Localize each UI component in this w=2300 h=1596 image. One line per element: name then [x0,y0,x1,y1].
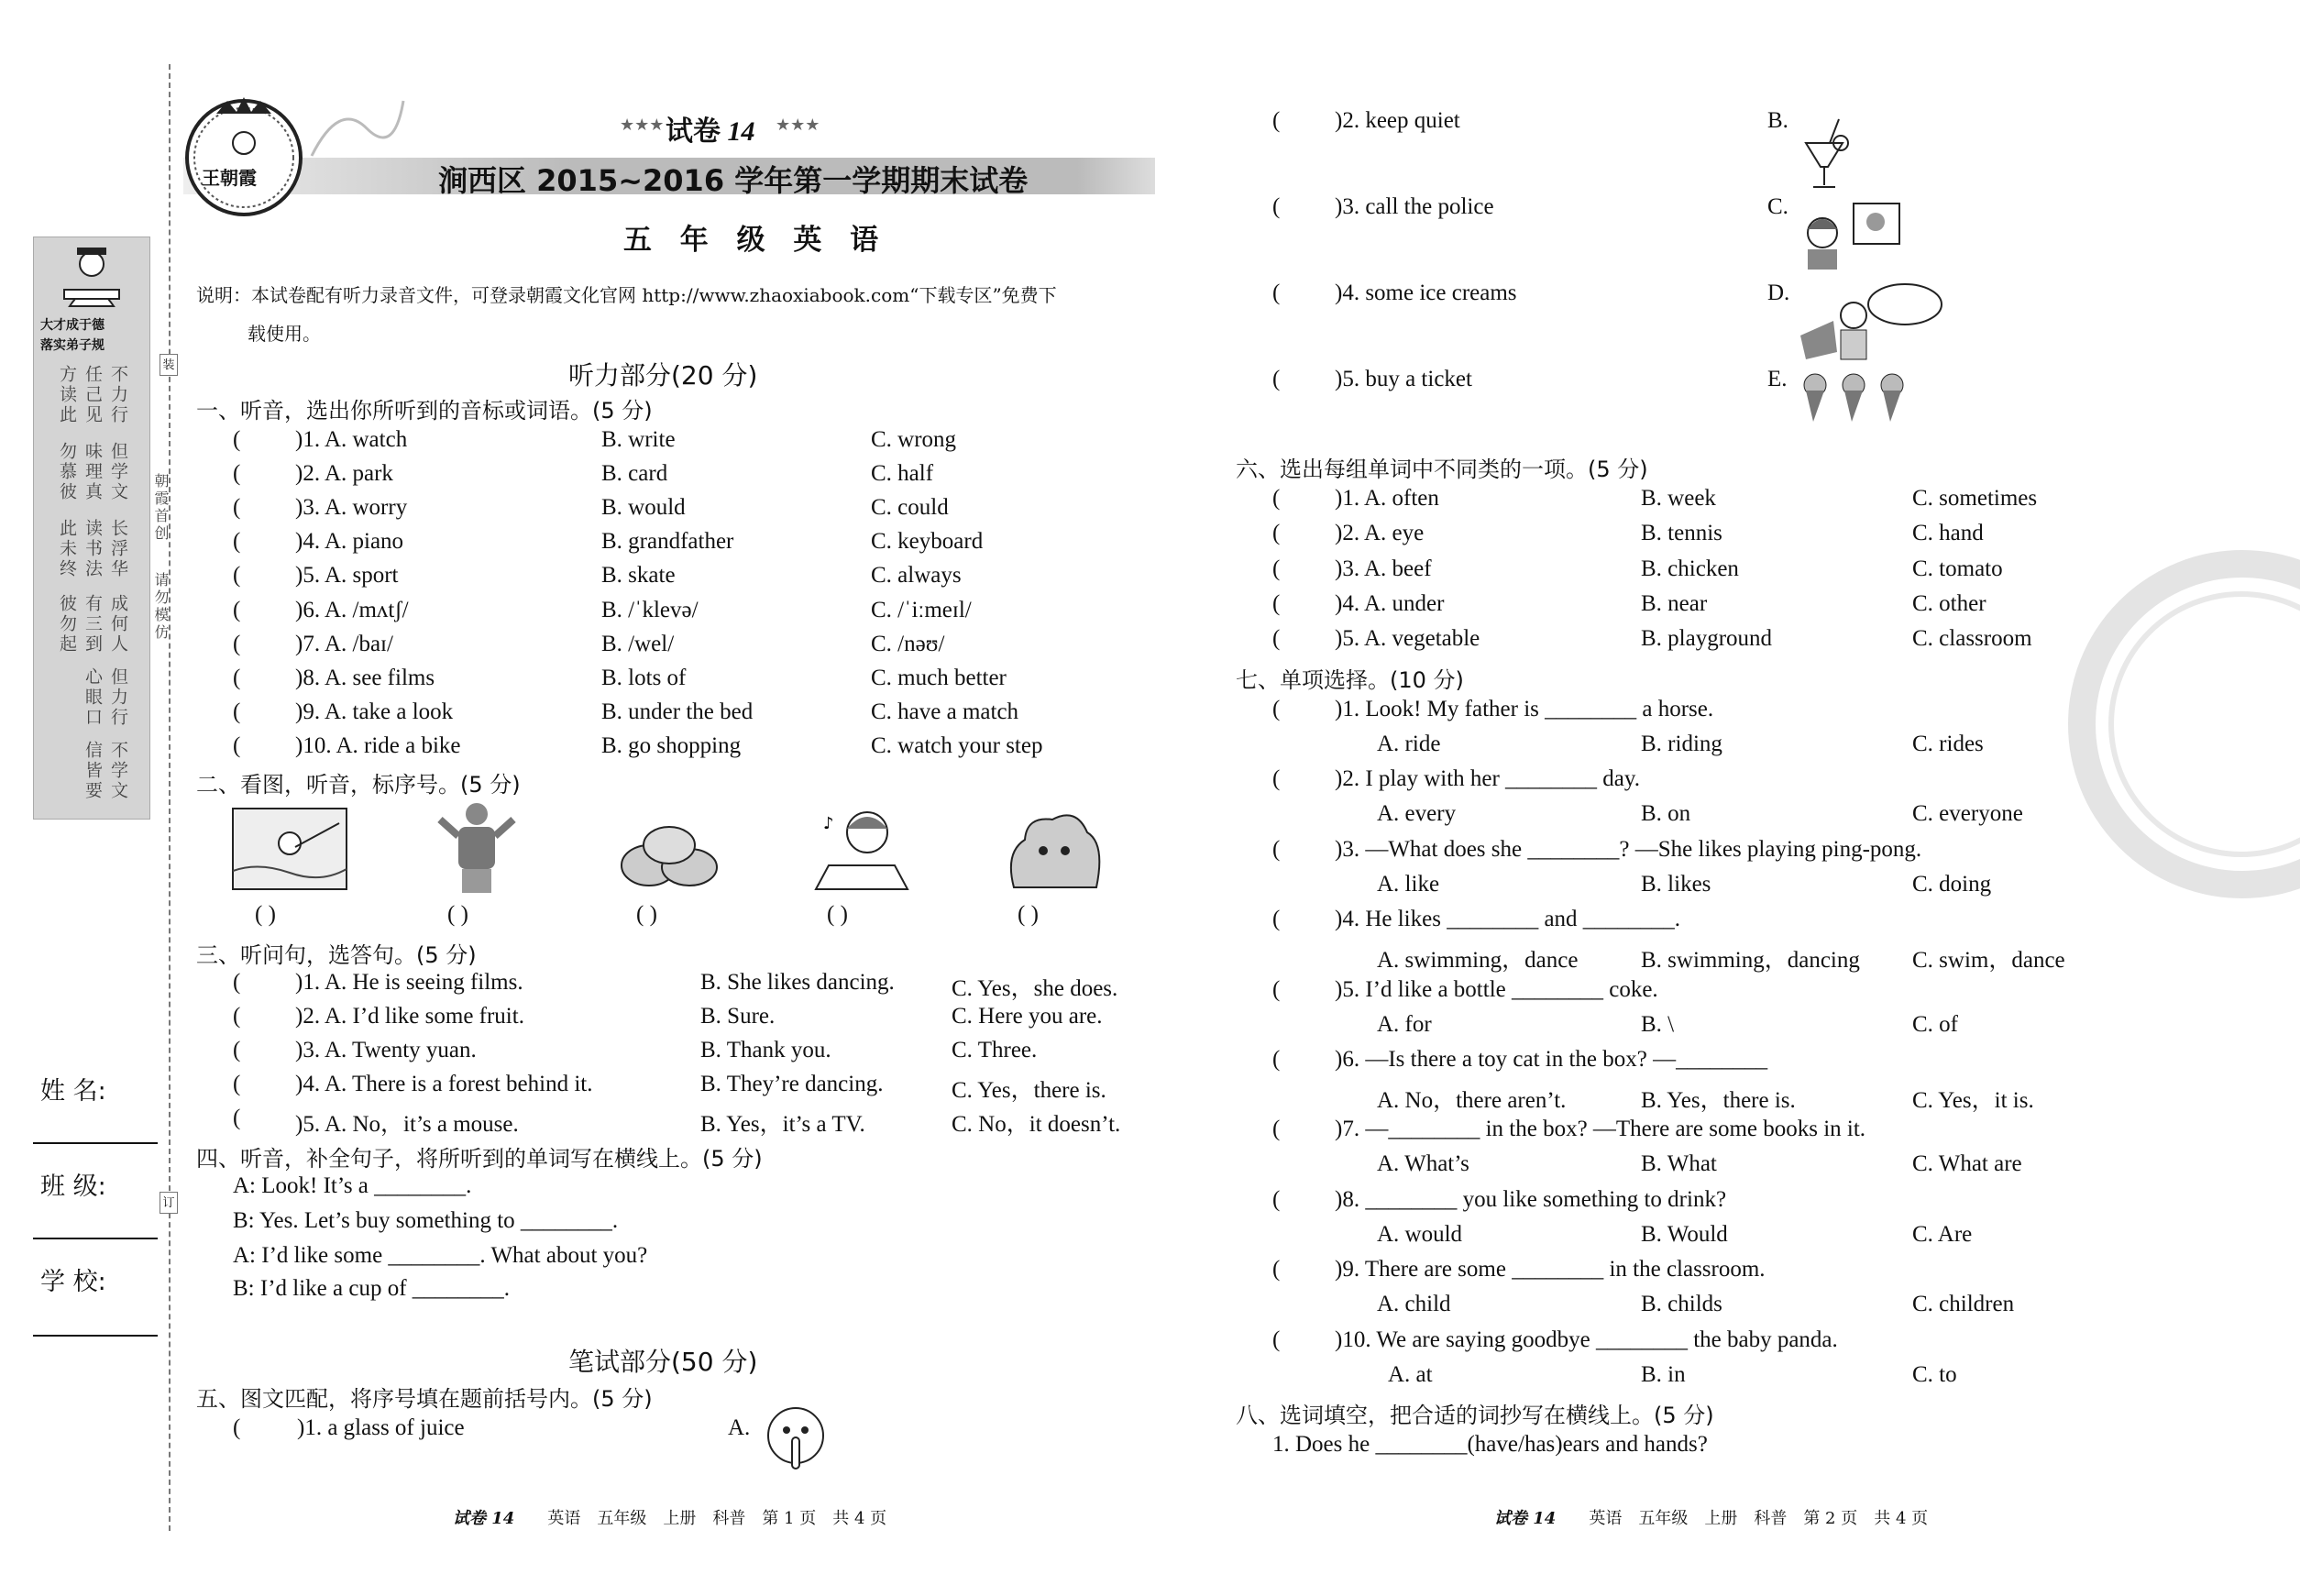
sec7-question: )3. —What does she ________? —She likes playing ping-pong. [1335,836,1922,862]
ice-creams-picture [1797,372,1916,425]
answer-bracket[interactable]: ( [233,699,241,724]
answer-bracket[interactable]: ( [233,1004,241,1029]
sec4-line-4[interactable]: B: I’d like a cup of ________. [233,1276,511,1301]
answer-bracket[interactable]: ( [233,1038,241,1062]
school-line[interactable] [33,1335,158,1337]
motto-cell: 此未终 [57,519,77,579]
sec7-option-c: C. Are [1912,1221,1973,1247]
sec7-question: )8. ________ you like something to drink? [1335,1186,1727,1212]
answer-bracket[interactable]: ( [1272,766,1281,792]
sec7-option-b: B. \ [1641,1011,1675,1037]
sec6-option-b: B. week [1641,486,1716,511]
sec1-option-b: B. go shopping [601,732,742,758]
sec5-option: C. [1767,194,1788,219]
publisher-logo [180,92,308,220]
sec1-option-c: C. have a match [871,699,1019,724]
sec1-option-b: B. /ˈklevə/ [601,597,699,622]
sec5-option: B. [1767,108,1788,133]
answer-bracket[interactable]: ( [1272,976,1281,1002]
sec3-option-a: )3. A. Twenty yuan. [295,1038,477,1062]
bush-picture [1005,807,1106,893]
scholar-illustration [57,242,127,312]
answer-bracket[interactable]: ( [1272,108,1281,133]
sec8-title: 八、选词填空，把合适的词抄写在横线上。(5 分) [1236,1403,1714,1428]
sec6-option-a: )4. A. under [1335,590,1445,616]
sec3-title: 三、听问句，选答句。(5 分) [196,942,477,968]
sec4-line-3[interactable]: A: I’d like some ________. What about you? [233,1243,648,1268]
sec7-option-b: B. in [1641,1361,1686,1387]
sec5-option: D. [1767,281,1790,305]
sec7-option-c: C. to [1912,1361,1957,1387]
answer-bracket[interactable]: ( [233,1106,241,1130]
sec7-option-a: A. like [1377,871,1440,897]
listening-part-title: 听力部分(20 分) [568,360,758,391]
sec1-option-a: )6. A. /mʌtʃ/ [295,597,409,622]
answer-bracket[interactable]: ( [233,970,241,995]
note-line-1: 说明：本试卷配有听力录音文件，可登录朝霞文化官网 http://www.zhaoxiabook.com“下载专区”免费下 [196,284,1057,306]
answer-bracket[interactable]: ( [1272,1257,1281,1282]
keep-quiet-picture [763,1404,829,1480]
motto-cell: 不学文 [108,741,128,801]
ribbon-decoration [303,92,413,165]
answer-bracket[interactable]: ( [1272,194,1281,219]
answer-bracket[interactable]: ( [1272,367,1281,391]
answer-bracket[interactable]: ( [1272,281,1281,305]
sec5-item-1: )1. a glass of juice [297,1415,465,1440]
sec1-option-c: C. half [871,461,934,487]
sec2-title: 二、看图，听音，标序号。(5 分) [196,772,521,798]
sec3-option-b: B. They’re dancing. [700,1072,884,1096]
sec5-item: )3. call the police [1335,194,1494,219]
copyright-note-1: 朝霞首创 [152,473,170,543]
sec7-option-b: B. swimming，dancing [1641,948,1860,974]
sec3-option-c: C. Here you are. [952,1004,1103,1029]
sec7-question: )6. —Is there a toy cat in the box? —________ [1335,1047,1768,1072]
sec1-option-a: )2. A. park [295,461,393,487]
sec1-option-c: C. wrong [871,427,957,452]
footer-right: 试卷 14 英语 五年级 上册 科普 第 2 页 共 4 页 [1494,1509,1929,1528]
sec7-option-b: B. childs [1641,1292,1722,1317]
sec6-option-b: B. tennis [1641,521,1722,546]
motto-cell: 但力行 [108,667,128,728]
sec1-option-b: B. under the bed [601,699,754,724]
written-part-title: 笔试部分(50 分) [568,1347,758,1377]
answer-bracket[interactable]: ( [1272,1047,1281,1072]
answer-bracket[interactable]: ( [233,732,241,758]
sec7-question: )2. I play with her ________ day. [1335,766,1641,792]
answer-bracket[interactable]: ( [233,631,241,656]
sec6-title: 六、选出每组单词中不同类的一项。(5 分) [1236,457,1648,482]
sec5-bracket-open: ( [233,1415,241,1440]
sec7-option-b: B. on [1641,801,1691,827]
sec1-option-c: C. keyboard [871,529,984,555]
logo-text: 王朝霞 [202,167,257,189]
answer-bracket[interactable]: ( [233,495,241,521]
sec7-question: )10. We are saying goodbye ________ the baby panda. [1335,1326,1838,1352]
answer-bracket[interactable]: ( [1272,1326,1281,1352]
name-label: 姓 名: [40,1077,106,1106]
sec6-option-b: B. chicken [1641,556,1739,581]
sec1-title: 一、听音，选出你所听到的音标或词语。(5 分) [196,398,653,424]
picture-bracket-1[interactable]: ( ) [255,902,276,927]
answer-bracket[interactable]: ( [233,665,241,690]
picture-bracket-3[interactable]: ( ) [636,902,657,927]
sec7-option-a: A. would [1377,1221,1463,1247]
sec3-option-c: C. Three. [952,1038,1038,1062]
sec1-option-c: C. could [871,495,949,521]
sec7-title: 七、单项选择。(10 分) [1236,667,1464,693]
motto-cell: 但学文 [108,442,128,502]
sec7-option-b: B. What [1641,1151,1717,1177]
answer-bracket[interactable]: ( [1272,1117,1281,1142]
answer-bracket[interactable]: ( [233,563,241,589]
motto-top-1: 大才成于德 [40,318,105,333]
juice-picture [1797,116,1852,193]
sec6-option-a: )1. A. often [1335,486,1439,511]
answer-bracket[interactable]: ( [1272,697,1281,721]
answer-bracket[interactable]: ( [1272,486,1281,511]
name-line[interactable] [33,1142,158,1144]
exam-subtitle: 五 年 级 英 语 [623,224,888,257]
sec1-option-c: C. always [871,563,962,589]
motto-cell: 味理真 [83,442,103,502]
sec1-option-c: C. /ˈiːmeɪl/ [871,597,972,622]
answer-bracket[interactable]: ( [233,597,241,622]
sec7-option-a: A. ride [1377,732,1441,756]
sec7-option-c: C. What are [1912,1151,2022,1177]
sec3-option-b: B. Sure. [700,1004,776,1029]
sec7-question: )1. Look! My father is ________ a horse. [1335,697,1714,721]
stars-right: ★★★ [776,116,820,134]
answer-bracket[interactable]: ( [1272,836,1281,862]
motto-cell: 成何人 [108,594,128,655]
picture-bracket-2[interactable]: ( ) [447,902,468,927]
sec1-option-b: B. grandfather [601,529,734,555]
sec6-option-c: C. other [1912,590,1986,616]
sec6-option-c: C. hand [1912,521,1984,546]
sec7-option-c: C. rides [1912,732,1984,756]
motto-cell: 方读此 [57,365,77,425]
sec1-option-b: B. would [601,495,686,521]
sec7-question: )9. There are some ________ in the classroom. [1335,1257,1766,1282]
sec7-option-c: C. doing [1912,871,1992,897]
school-label: 学 校: [40,1268,106,1296]
fishing-picture [231,807,348,893]
girl-singing-picture [807,801,917,893]
sec5-title: 五、图文匹配，将序号填在题前括号内。(5 分) [196,1386,653,1412]
sec1-option-a: )1. A. watch [295,427,408,452]
sec7-option-c: C. Yes，it is. [1912,1088,2034,1113]
motto-cell: 心眼口 [83,667,103,728]
sec1-option-a: )7. A. /baɪ/ [295,631,393,656]
ticket-buying-picture [1799,281,1945,363]
sec4-title: 四、听音，补全句子，将所听到的单词写在横线上。(5 分) [196,1146,763,1172]
sec1-option-b: B. /wel/ [601,631,675,656]
sec6-option-c: C. sometimes [1912,486,2038,511]
sec7-option-b: B. likes [1641,871,1711,897]
sec7-option-b: B. riding [1641,732,1722,756]
sec3-option-a: )1. A. He is seeing films. [295,970,523,995]
sec1-option-a: )5. A. sport [295,563,399,589]
sec1-option-a: )10. A. ride a bike [295,732,461,758]
sec1-option-a: )9. A. take a look [295,699,454,724]
sec1-option-b: B. lots of [601,665,687,690]
exam-title: 涧西区 2015~2016 学年第一学期期末试卷 [438,163,1029,198]
sec6-option-c: C. tomato [1912,556,2003,581]
sec7-option-c: C. children [1912,1292,2015,1317]
sec3-option-c: C. Yes，there is. [952,1078,1106,1103]
sec7-option-b: B. Would [1641,1221,1728,1247]
sec5-item: )5. buy a ticket [1335,367,1472,391]
stars-left: ★★★ [620,116,665,134]
sec7-option-a: A. for [1377,1011,1432,1037]
sec5-option: E. [1767,367,1788,391]
sec1-option-b: B. card [601,461,668,487]
sec3-option-c: C. Yes，she does. [952,976,1118,1001]
sec3-option-b: B. She likes dancing. [700,970,895,995]
motto-cell: 读书法 [83,519,103,579]
sec1-option-a: )4. A. piano [295,529,404,555]
sec8-line-1[interactable]: 1. Does he ________(have/has)ears and hands? [1272,1432,1708,1457]
answer-bracket[interactable]: ( [1272,907,1281,932]
sec7-option-a: A. at [1388,1361,1433,1387]
binding-dashed-line [169,64,171,1531]
class-label: 班 级: [40,1172,106,1201]
sec3-option-a: )4. A. There is a forest behind it. [295,1072,593,1096]
sec7-option-c: C. everyone [1912,801,2023,827]
sec1-option-a: )8. A. see films [295,665,435,690]
sec6-option-a: )3. A. beef [1335,556,1432,581]
motto-cell: 信皆要 [83,741,103,801]
sec5-item: )2. keep quiet [1335,108,1460,133]
sec7-option-a: A. What’s [1377,1151,1469,1177]
copyright-note-2: 请勿模仿 [152,572,170,642]
sec6-option-a: )2. A. eye [1335,521,1425,546]
sec3-option-a: )2. A. I’d like some fruit. [295,1004,524,1029]
seal-char-ding: 订 [160,1192,178,1214]
potatoes-picture [616,821,722,889]
picture-bracket-5[interactable]: ( ) [1018,902,1039,927]
sec7-option-a: A. No，there aren’t. [1377,1088,1567,1113]
sec1-option-c: C. much better [871,665,1007,690]
answer-bracket[interactable]: ( [1272,1186,1281,1212]
answer-bracket[interactable]: ( [1272,626,1281,652]
sec7-option-c: C. of [1912,1011,1958,1037]
sec1-option-b: B. write [601,427,676,452]
sec5-item: )4. some ice creams [1335,281,1517,305]
sec6-option-b: B. near [1641,590,1708,616]
sec7-question: )5. I’d like a bottle ________ coke. [1335,976,1658,1002]
answer-bracket[interactable]: ( [233,1072,241,1096]
sec3-option-b: B. Yes，it’s a TV. [700,1112,865,1137]
sec1-option-a: )3. A. worry [295,495,408,521]
athlete-picture [431,799,523,897]
sec3-option-a: )5. A. No，it’s a mouse. [295,1112,519,1137]
answer-bracket[interactable]: ( [233,461,241,487]
police-call-picture [1797,196,1907,271]
answer-bracket[interactable]: ( [1272,556,1281,581]
motto-cell: 不力行 [108,365,128,425]
sec7-option-a: A. every [1377,801,1457,827]
seal-char-zhuang: 装 [160,354,178,376]
paper-label: 试卷 14 [666,116,755,147]
sec1-option-c: C. /nəʊ/ [871,631,945,656]
sec7-question: )7. —________ in the box? —There are some books in it. [1335,1117,1866,1142]
sec7-option-a: A. swimming，dance [1377,948,1579,974]
sec7-option-c: C. swim，dance [1912,948,2065,974]
sec1-option-c: C. watch your step [871,732,1043,758]
class-line[interactable] [33,1238,158,1239]
motto-cell: 任己见 [83,365,103,425]
sec1-option-b: B. skate [601,563,676,589]
picture-bracket-4[interactable]: ( ) [827,902,848,927]
motto-cell: 长浮华 [108,519,128,579]
sec7-question: )4. He likes ________ and ________. [1335,907,1681,932]
answer-bracket[interactable]: ( [1272,521,1281,546]
sec6-option-a: )5. A. vegetable [1335,626,1480,652]
answer-bracket[interactable]: ( [233,427,241,452]
sec7-option-b: B. Yes，there is. [1641,1088,1796,1113]
sec3-option-b: B. Thank you. [700,1038,831,1062]
sec7-option-a: A. child [1377,1292,1451,1317]
answer-bracket[interactable]: ( [1272,590,1281,616]
sec4-line-1[interactable]: A: Look! It’s a ________. [233,1173,472,1198]
note-line-2: 载使用。 [248,323,321,345]
motto-cell: 有三到 [83,594,103,655]
sec4-line-2[interactable]: B: Yes. Let’s buy something to ________. [233,1208,619,1233]
answer-bracket[interactable]: ( [233,529,241,555]
sec6-option-b: B. playground [1641,626,1773,652]
svg-text:♪: ♪ [823,814,834,833]
sec3-option-c: C. No，it doesn’t. [952,1112,1121,1137]
sec5-option-a: A. [728,1415,751,1440]
sec6-option-c: C. classroom [1912,626,2032,652]
motto-top-2: 落实弟子规 [40,338,105,353]
footer-left: 试卷 14 英语 五年级 上册 科普 第 1 页 共 4 页 [453,1509,887,1528]
motto-cell: 勿慕彼 [57,442,77,502]
motto-cell: 彼勿起 [57,594,77,655]
